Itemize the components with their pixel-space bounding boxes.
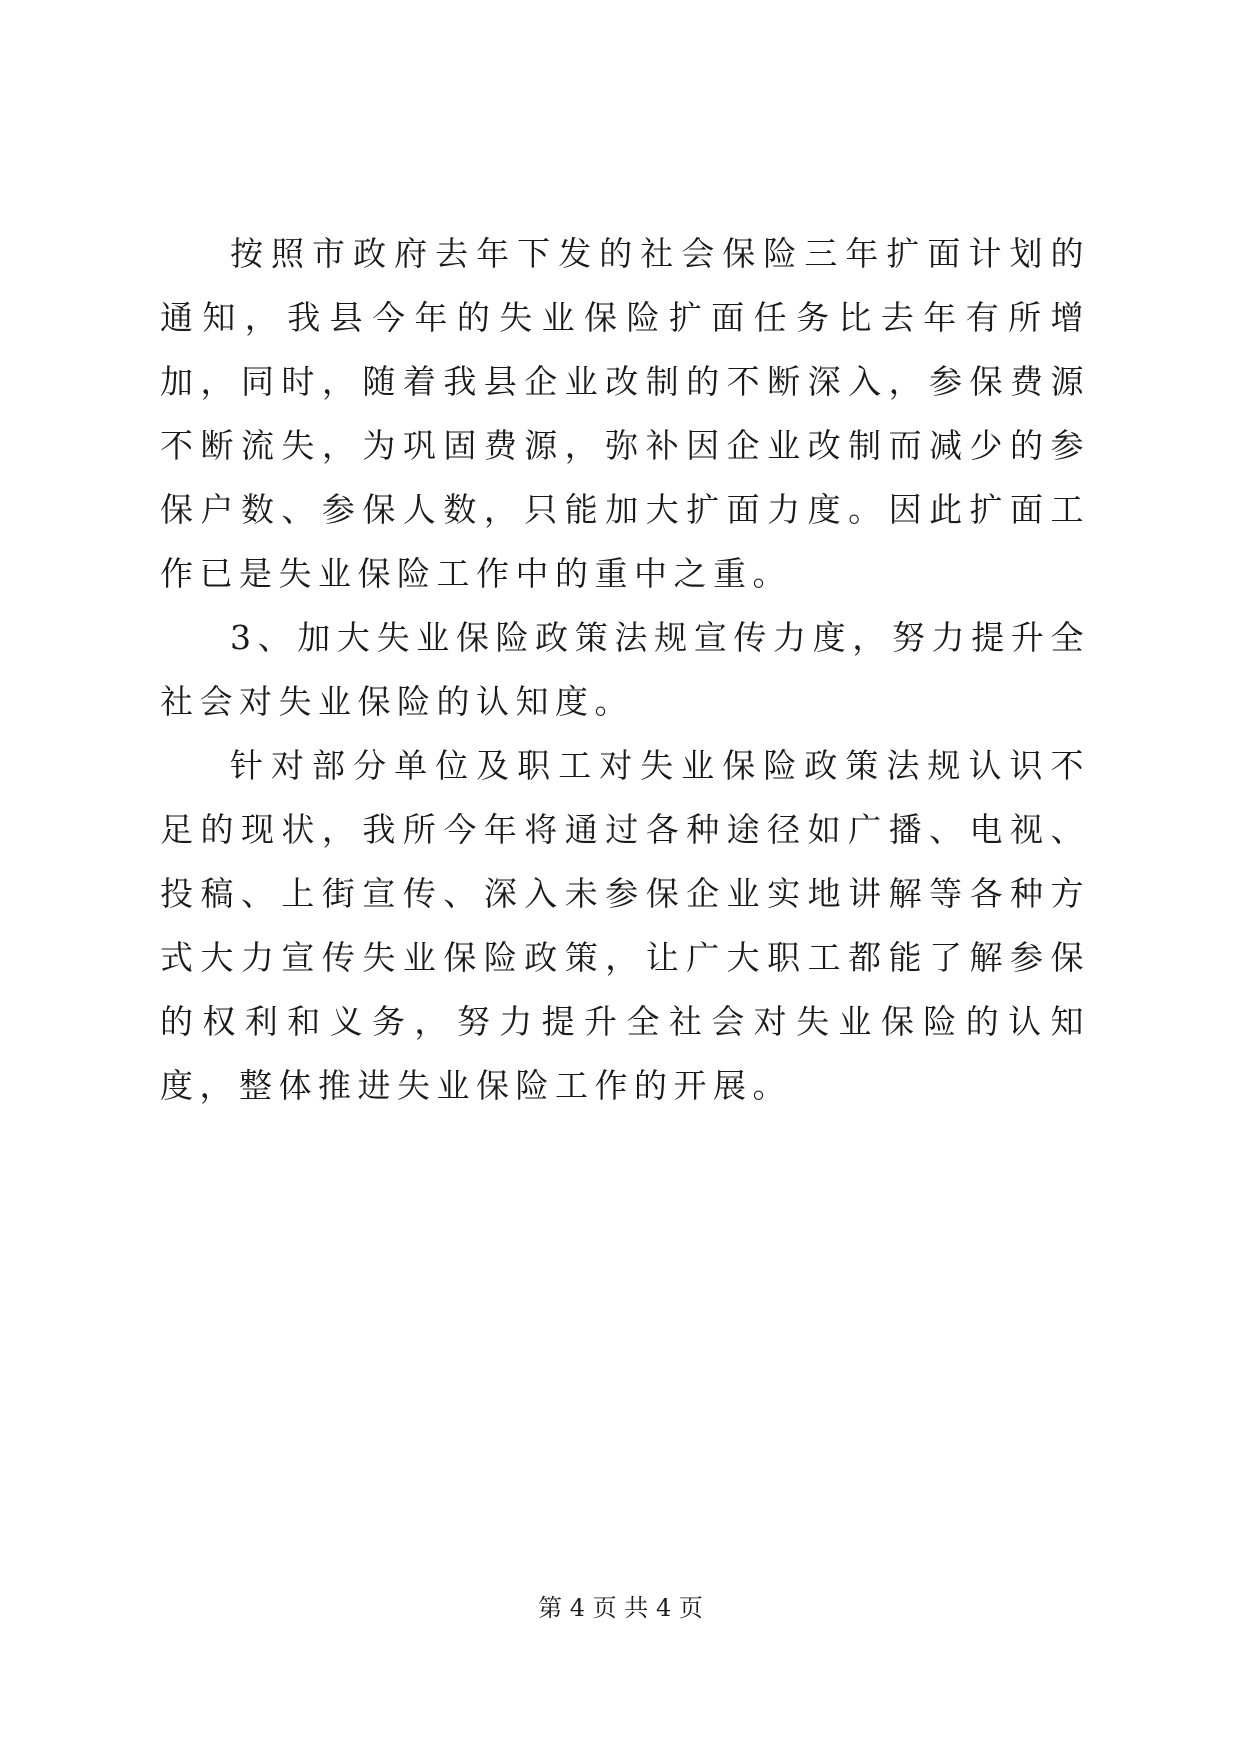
page-footer [0, 1592, 1241, 1624]
paragraph-expansion-task: 按照市政府去年下发的社会保险三年扩面计划的通知，我县今年的失业保险扩面任务比去年有所增加，同时，随着我县企业改制的不断深入，参保费源不断流失，为巩固费源，弥补因企业改制而减少的参保户数、参保人数，只能加大扩面力度。因此扩面工作已是失业保险工作中的重中之重。 [160, 234, 1090, 593]
page-number-label: 第 4 页 共 4 页 [538, 1594, 703, 1622]
paragraph-publicity-plan: 针对部分单位及职工对失业保险政策法规认识不足的现状，我所今年将通过各种途径如广播、电视、投稿、上街宣传、深入未参保企业实地讲解等各种方式大力宣传失业保险政策，让广大职工都能了解参保的权利和义务，努力提升全社会对失业保险的认知度，整体推进失业保险工作的开展。 [160, 746, 1090, 1105]
paragraph-item-3-heading: 3、加大失业保险政策法规宣传力度，努力提升全社会对失业保险的认知度。 [160, 618, 1090, 721]
document-body [160, 222, 1090, 1118]
